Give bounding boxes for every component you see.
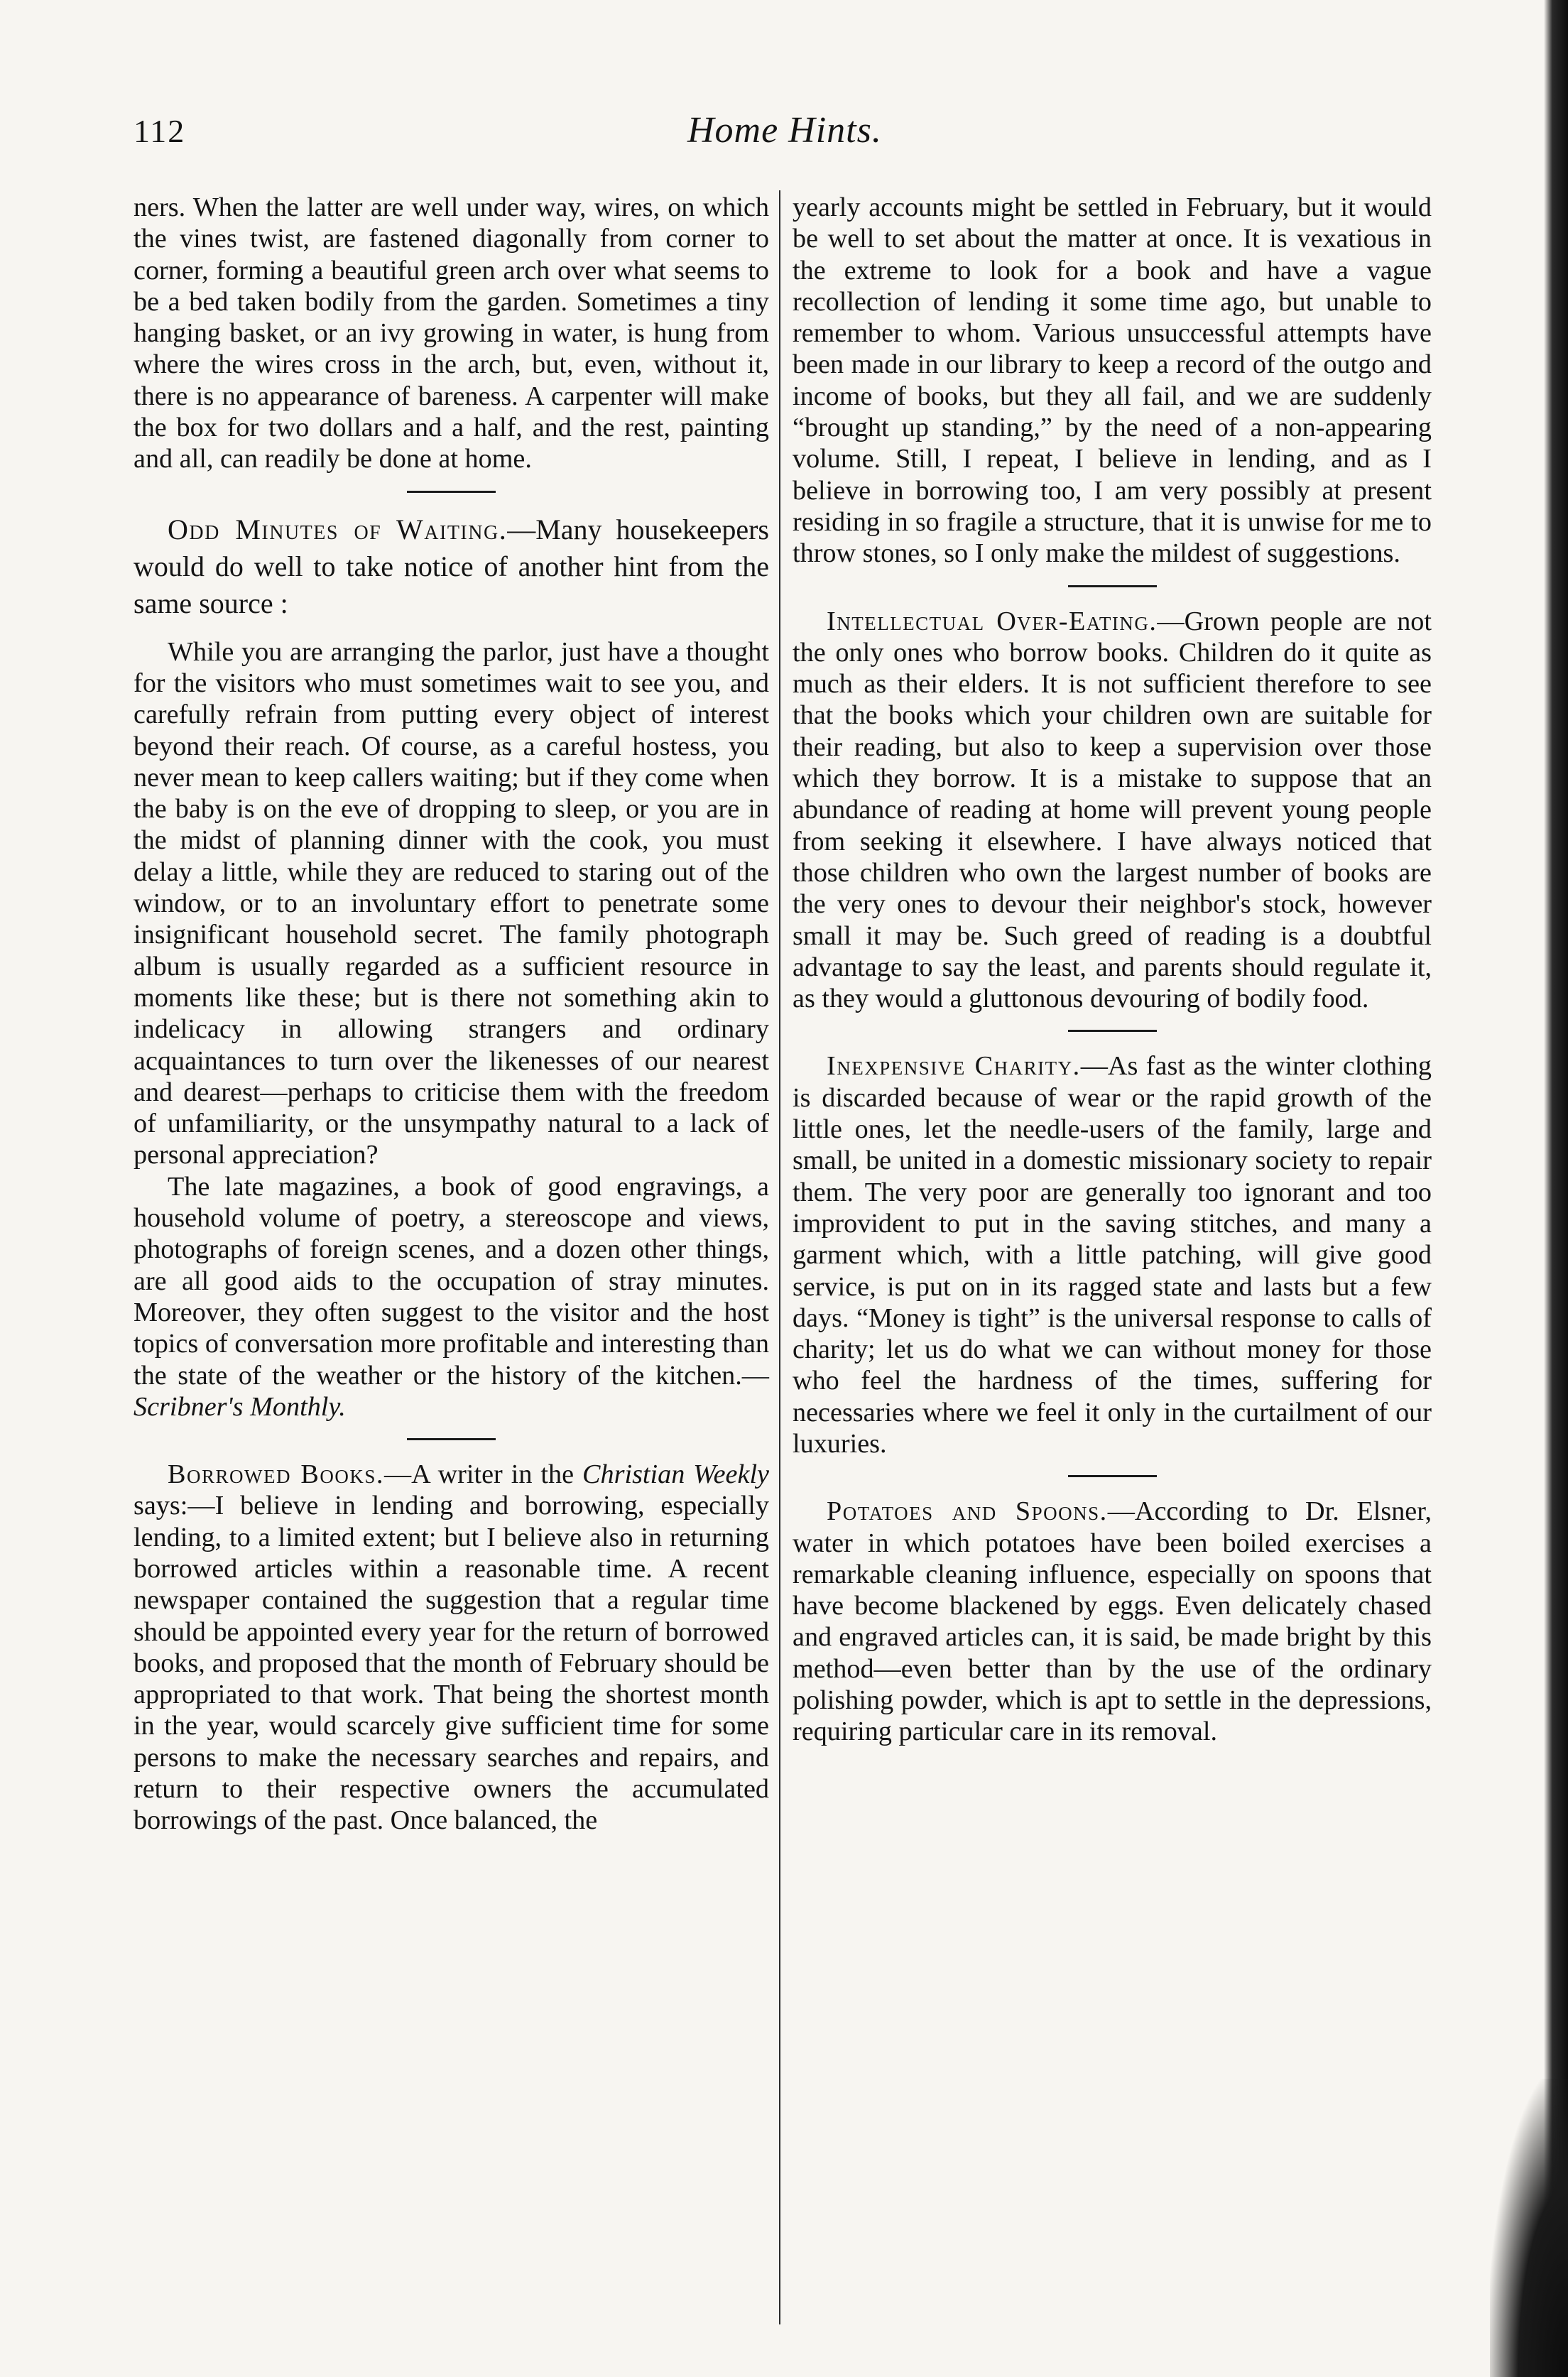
section-heading-odd-minutes: Odd Minutes of Waiting.: [168, 513, 508, 545]
section-inexpensive-charity: [793, 1050, 1432, 1459]
intellectual-over-eating-text: —Grown people are not the only ones who borrow books. Children do it quite as much as their elders. It is not sufficient therefore to see that the books which your children own are suitable for their reading, but also to keep a supervision over those which they borrow. It is a mistake to suppose that an abundance of reading at home will prevent young people from seeking it elsewhere. I have always noticed that those children who own the largest number of books are the very ones to devour their neighbor's stock, however small it may be. Such greed of reading is a doubtful advantage to say the least, and parents should regulate it, as they would a gluttonous devouring of bodily food.: [793, 606, 1432, 1014]
page-corner-shadow: [1490, 2079, 1568, 2377]
section-separator: [1068, 1030, 1157, 1032]
section-separator: [1068, 1475, 1157, 1477]
paragraph-gap: [134, 622, 769, 636]
borrowed-books-lead: —A writer in the: [383, 1459, 583, 1490]
section-odd-minutes: [134, 511, 769, 622]
paragraph-parlor: While you are arranging the parlor, just have a thought for the visitors who must sometimes wait to see you, and carefully refrain from putting every object of interest beyond their reach. Of course, as a careful hostess, you never mean to keep callers waiting; but if they come when the baby is on the eve of dropping to sleep, or you are in the midst of planning dinner with the cook, you must delay a little, while they are reduced to staring out of the window, or to an involuntary effort to penetrate some insignificant household secret. The family photograph album is usually regarded as a sufficient resource in moments like these; but is there not something akin to indelicacy in allowing strangers and ordinary acquaintances to turn over the likenesses of our nearest and dearest—perhaps to criticise them with the freedom of unfamiliarity, or the unsympathy natural to a lack of personal appreciation?: [134, 636, 769, 1170]
section-intro-odd-minutes: —Many housekeepers would do well to take notice of another hint from the same source :: [134, 513, 769, 619]
page-header: [134, 112, 1497, 162]
section-separator: [407, 1438, 496, 1440]
section-heading-potatoes-and-spoons: Potatoes and Spoons.: [827, 1496, 1108, 1527]
paragraph-arch-continuation: ners. When the latter are well under way, wires, on which the vines twist, are fastened diagonally from corner to corner, forming a beautiful green arch over what seems to be a bed taken bodily from the garden. Sometimes a tiny hanging basket, or an ivy growing in water, is hung from where the wires cross in the arch, but, even, without it, there is no appearance of bareness. A carpenter will make the box for two dollars and a half, and the rest, painting and all, can readily be done at home.: [134, 192, 769, 474]
page-binding-shadow: [1544, 0, 1568, 2377]
section-separator: [1068, 585, 1157, 587]
section-borrowed-books: [134, 1459, 769, 1837]
column-divider: [779, 190, 780, 2324]
running-title: Home Hints.: [687, 110, 882, 151]
left-column: [134, 192, 769, 1837]
source-citation-scribners: Scribner's Monthly.: [134, 1391, 346, 1422]
paragraph-magazines-text: The late magazines, a book of good engravings, a household volume of poetry, a stereoscope and views, photographs of foreign scenes, and a dozen other things, are all good aids to the occupation of stray minutes. Moreover, they often suggest to the visitor and the host topics of conversation more profitable and interesting than the state of the weather or the history of the kitchen.—: [134, 1171, 769, 1391]
section-intellectual-over-eating: [793, 606, 1432, 1015]
potatoes-and-spoons-text: —According to Dr. Elsner, water in which potatoes have been boiled exercises a remarkable cleaning influence, especially on spoons that have become blackened by eggs. Even delicately chased and engraved articles can, it is said, be made bright by this method—even better than by the use of the ordinary polishing powder, which is apt to settle in the depressions, requiring particular care in its removal.: [793, 1496, 1432, 1747]
section-heading-borrowed-books: Borrowed Books.: [168, 1459, 384, 1490]
section-separator: [407, 491, 496, 493]
paragraph-magazines: [134, 1171, 769, 1423]
borrowed-books-text: says:—I believe in lending and borrowing, especially lending, to a limited extent; but I believe also in returning borrowed articles within a reasonable time. A recent newspaper contained the suggestion that a regular time should be appointed every year for the return of borrowed books, and proposed that the month of February should be appropriated to that work. That being the shortest month in the year, would scarcely give sufficient time for some persons to make the necessary searches and repairs, and return to their respective owners the accumulated borrowings of the past. Once balanced, the: [134, 1491, 769, 1836]
source-citation-christian-weekly: Christian Weekly: [582, 1459, 770, 1490]
section-potatoes-and-spoons: [793, 1496, 1432, 1747]
page-number: 112: [134, 113, 186, 149]
inexpensive-charity-text: —As fast as the winter clothing is discarded because of wear or the rapid growth of the little ones, let the needle-users of the family, large and small, be united in a domestic missionary society to repair them. The very poor are generally too ignorant and too improvident to put in the saving stitches, and many a garment which, with a little patching, will give good service, is put on in its ragged state and lasts but a few days. “Money is tight” is the universal response to calls of charity; let us do what we can without money for those who feel the hardness of the times, suffering for necessaries where we feel it only in the curtailment of our luxuries.: [793, 1051, 1432, 1459]
section-heading-intellectual-over-eating: Intellectual Over-Eating.: [827, 606, 1158, 636]
section-heading-inexpensive-charity: Inexpensive Charity.: [827, 1051, 1081, 1082]
paragraph-borrowed-continuation: yearly accounts might be settled in February, but it would be well to set about the matter at once. It is vexatious in the extreme to look for a book and have a vague recollection of lending it some time ago, but unable to remember to whom. Various unsuccessful attempts have been made in our library to keep a record of the outgo and income of books, but they all fail, and we are suddenly “brought up standing,” by the need of a non-appearing volume. Still, I repeat, I believe in lending, and as I believe in borrowing too, I am very possibly at present residing in so fragile a structure, that it is unwise for me to throw stones, so I only make the mildest of suggestions.: [793, 192, 1432, 569]
right-column: [793, 192, 1432, 1748]
